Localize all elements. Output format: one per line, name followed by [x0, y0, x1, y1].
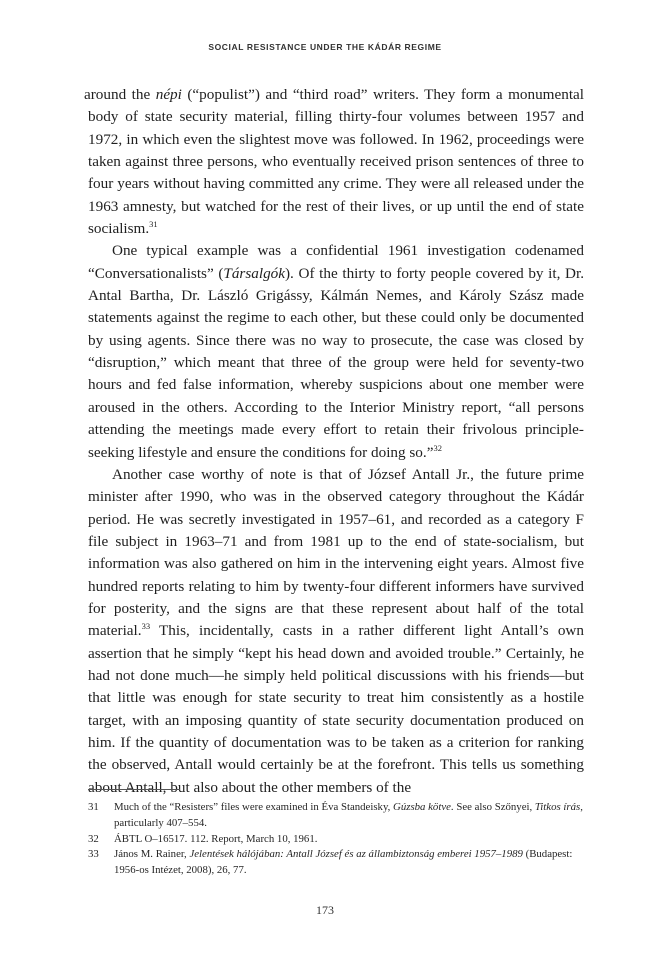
- text-run: (Budapest: 1956-os Intézet, 2008), 26, 77.: [114, 848, 573, 877]
- footnotes: [88, 800, 584, 879]
- text-run: . See also Szőnyei,: [450, 801, 535, 813]
- footnote-ref[interactable]: 33: [141, 621, 151, 632]
- body-text: [84, 84, 585, 799]
- footnote-ref[interactable]: 32: [433, 442, 442, 453]
- footnote-text: [114, 832, 584, 848]
- text-run: This, incidentally, casts in a rather different light Antall’s own assertion that he simply “kept his head down and avoided trouble.” Certainly, he had not done much—he simply held political discussions with his friends—but that little was enough for state security to treat him consistently as a hostile target, with an imposing quantity of state security documentation produced on him. If the quantity of documentation was to be taken as a criterion for ranking the observed, Antall would certainly be at the forefront. This tells us something about Antall, but also about the other members of the: [88, 622, 584, 796]
- text-run: Another case worthy of note is that of József Antall Jr., the future prime minister after 1990, who was in the observed category throughout the Kádár period. He was secretly investigated in 1957–61, and recorded as a category F file subject in 1963–71 and from 1981 up to the end of state-socialism, but information was also gathered on him in the intervening eight years. Almost five hundred reports relating to him by twenty-four different informers have survived for posterity, and the signs are that these represent about half of the total material.: [88, 465, 584, 640]
- paragraph: [88, 464, 584, 799]
- text-run: One typical example was a confidential 1961 investigation codenamed “Conversationalists” (: [88, 242, 584, 282]
- running-header: SOCIAL RESISTANCE UNDER THE KÁDÁR REGIME: [208, 42, 442, 52]
- italic-text: népi: [155, 86, 182, 103]
- footnote-number: 32: [88, 832, 99, 845]
- italic-text: Jelentések hálójában: Antall József és az állambiztonság emberei 1957–1989: [189, 848, 523, 861]
- italic-text: Gúzsba kötve: [393, 801, 451, 813]
- footnote-rule: [88, 789, 180, 790]
- text-run: (“populist”) and “third road” writers. They form a monumental body of state security material, filling thirty-four volumes between 1957 and 1972, in which even the slightest move was followed. In 1962, proceedings were taken against three persons, who eventually received prison sentences of three to four years without having committed any crime. They were all released under the 1963 amnesty, but watched for the rest of their lives, or up until the end of state socialism.: [88, 86, 584, 238]
- page-number: 173: [316, 903, 334, 917]
- footnote-ref[interactable]: 31: [149, 219, 158, 229]
- italic-text: Titkos írás: [534, 801, 581, 813]
- paragraph: [84, 84, 584, 240]
- text-run: ÁBTL O–16517. 112. Report, March 10, 1961.: [114, 832, 318, 845]
- footnote: [88, 832, 584, 848]
- footnote-text: [114, 800, 584, 832]
- footnote-number: 33: [88, 848, 99, 861]
- text-run: ). Of the thirty to forty people covered by it, Dr. Antal Bartha, Dr. László Grigássy, Kálmán Nemes, and Károly Szász made statements against the regime to each other, but these could only be documented by using agents. Since there was no way to prosecute, the case was closed by “disruption,” which meant that three of the group were held for seventy-two hours and fed false information, whereby suspicions about one member were aroused in the others. According to the Interior Ministry report, “all persons attending the meetings made every effort to retain their frivolous principle-seeking lifestyle and ensure the conditions for doing so.”: [88, 264, 585, 461]
- text-run: János M. Rainer,: [114, 848, 190, 861]
- footnote-text: [114, 847, 584, 879]
- paragraph: [88, 240, 584, 463]
- footnote-number: 31: [88, 801, 99, 813]
- text-run: , particularly 407–554.: [114, 801, 583, 829]
- footnote: [88, 800, 584, 832]
- footnote: [88, 847, 584, 879]
- text-run: Much of the “Resisters” files were examined in Éva Standeisky,: [114, 801, 394, 813]
- text-run: around the: [84, 86, 156, 103]
- italic-text: Társalgók: [223, 264, 285, 282]
